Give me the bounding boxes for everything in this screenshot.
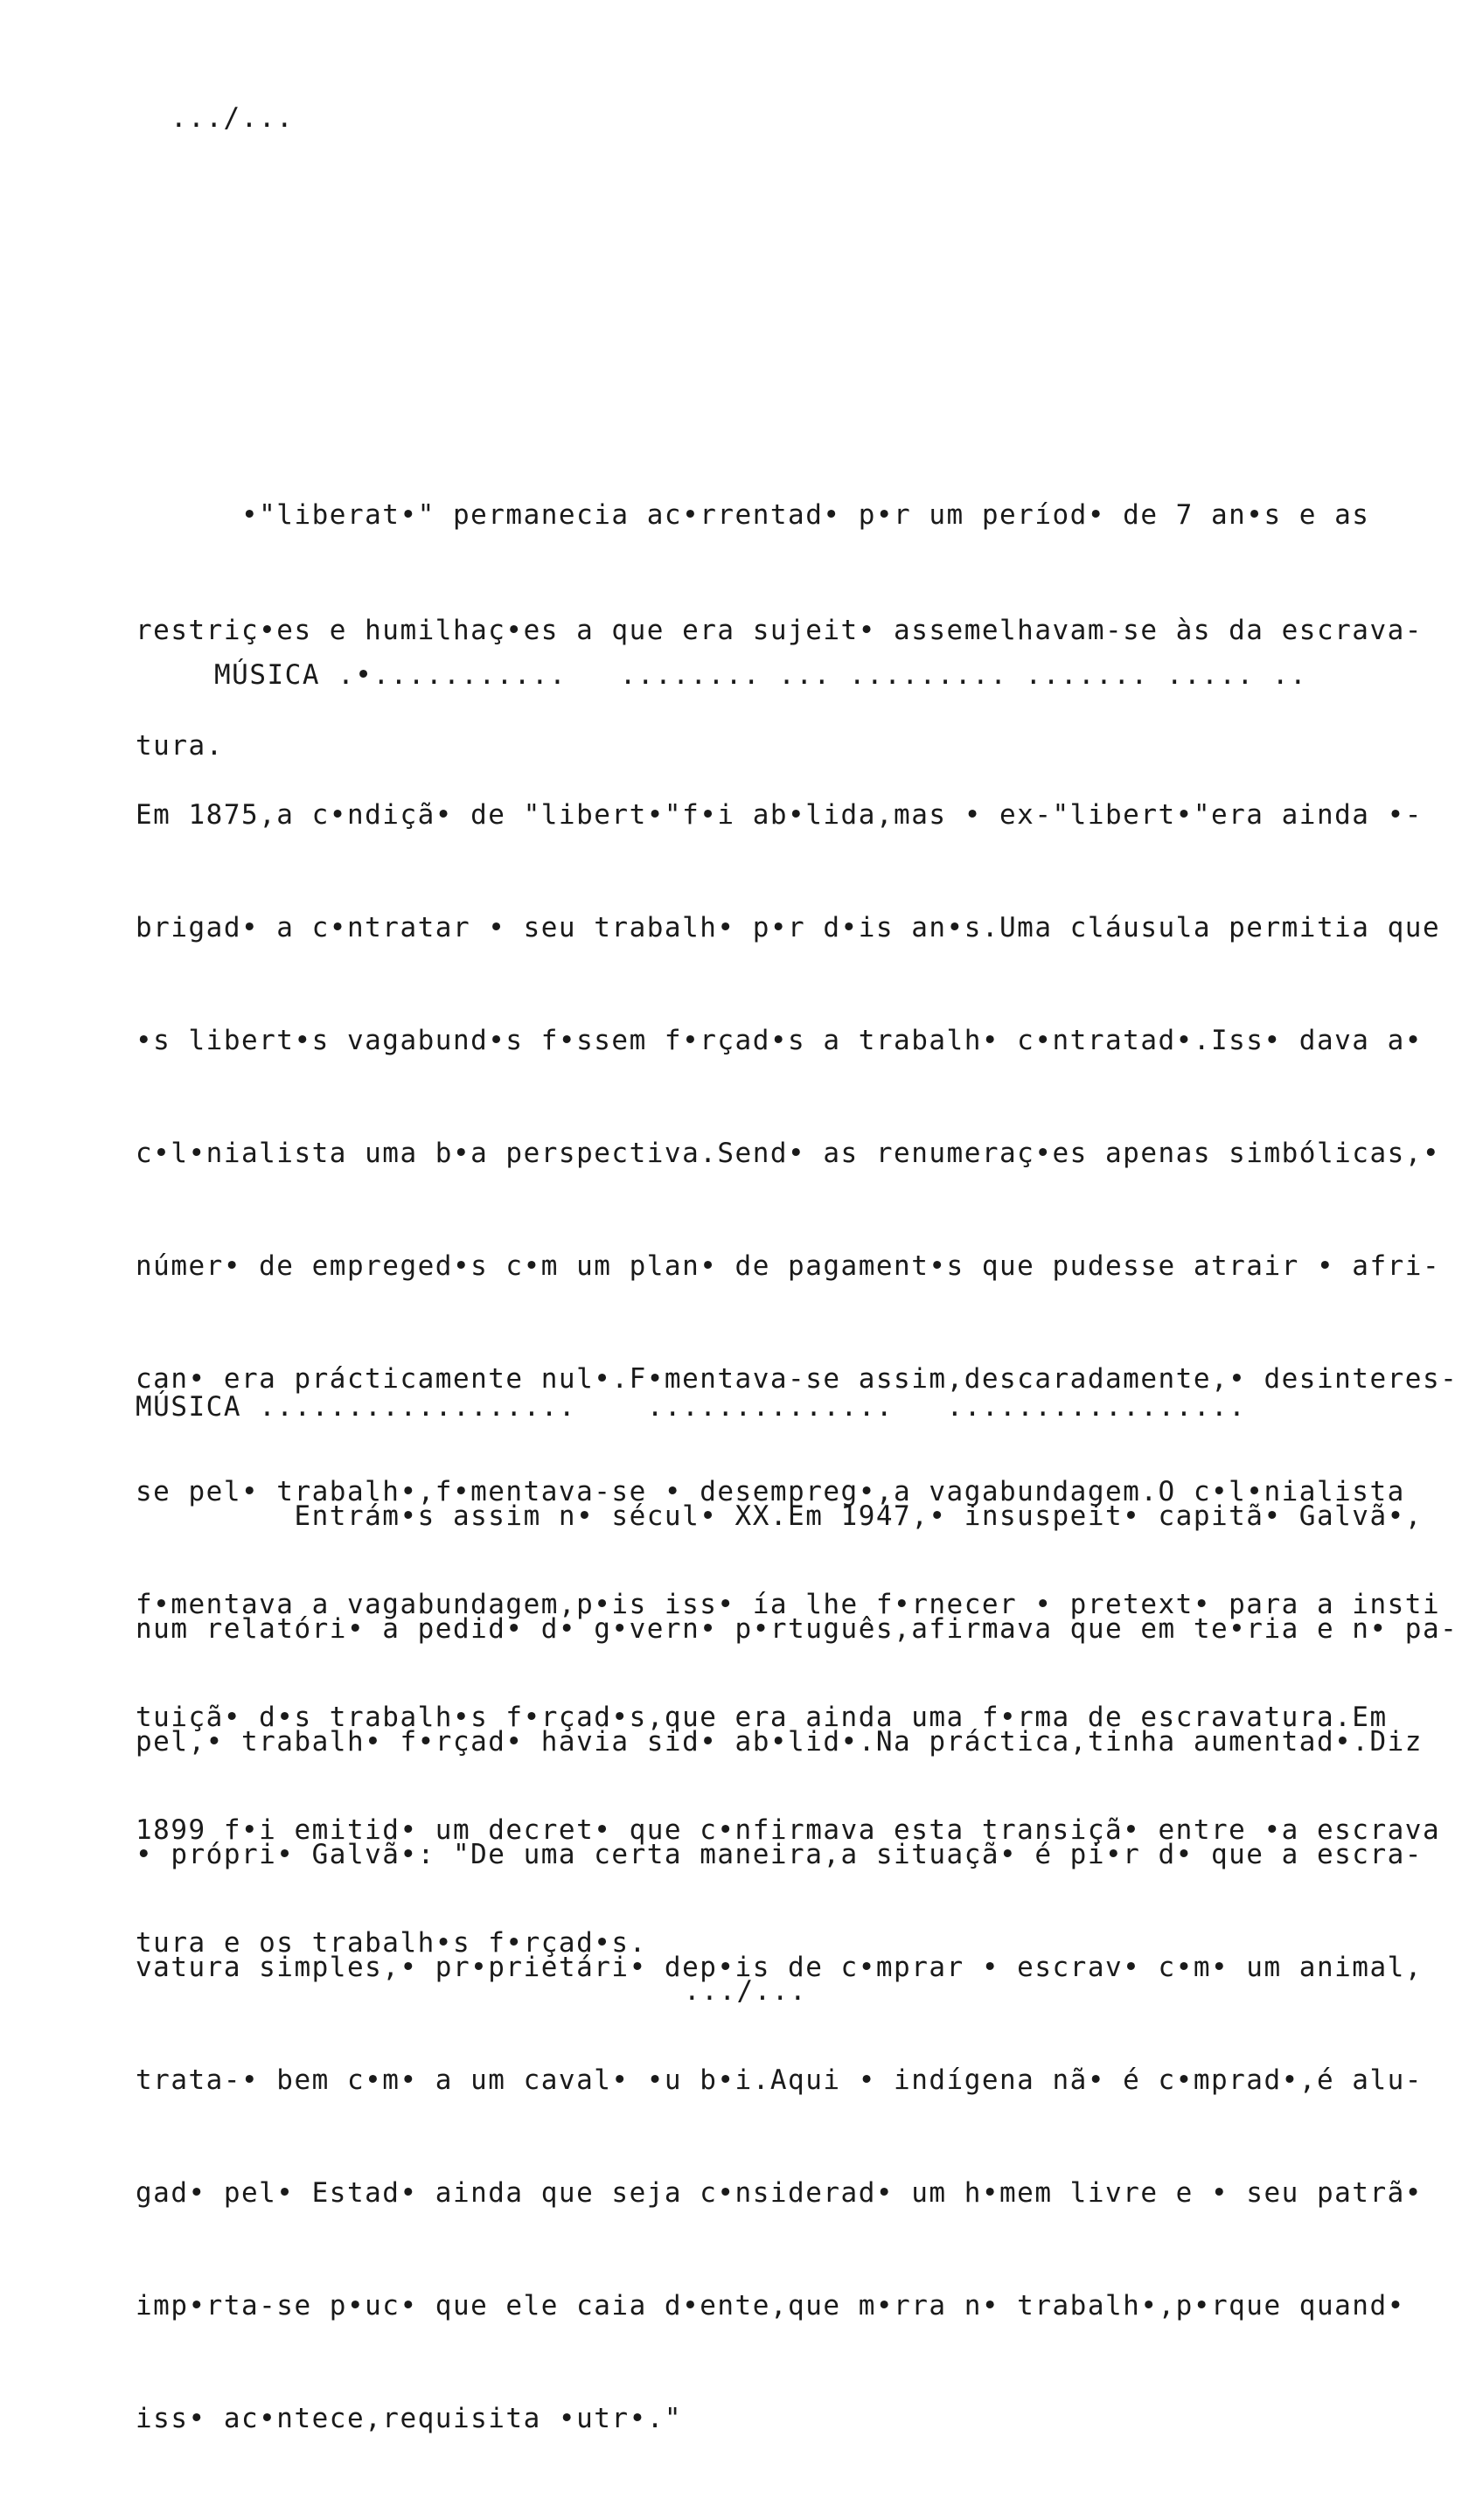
- text-line: •"liberat•" permanecia ac•rrentad• p•r um períod• de 7 an•s e as: [136, 499, 1370, 531]
- continuation-marker-top: .../...: [171, 102, 295, 134]
- text-line: • própri• Galvã•: "De uma certa maneira,a situaçã• é pi•r d• que a escra-: [136, 1839, 1423, 1870]
- text-line: gad• pel• Estad• ainda que seja c•nsiderad• um h•mem livre e • seu patrã•: [136, 2177, 1423, 2209]
- text-line: tuiçã• d•s trabalh•s f•rçad•s,que era ainda uma f•rma de escravatura.Em: [136, 1702, 1388, 1733]
- text-line: Em 1875,a c•ndiçã• de "libert•"f•i ab•lida,mas • ex-"libert•"era ainda •-: [136, 799, 1423, 831]
- text-line: •s libert•s vagabund•s f•ssem f•rçad•s a trabalh• c•ntratad•.Iss• dava a•: [136, 1025, 1423, 1056]
- text-line: númer• de empreged•s c•m um plan• de pagament•s que pudesse atrair • afri-: [136, 1250, 1441, 1282]
- text-line: tura e os trabalh•s f•rçad•s.: [136, 1927, 647, 1959]
- continuation-marker-bottom: .../...: [684, 1975, 808, 2007]
- text-line: f•mentava a vagabundagem,p•is iss• ía lhe f•rnecer • pretext• para a insti: [136, 1589, 1441, 1620]
- text-line: restriç•es e humilhaç•es a que era sujeit• assemelhavam-se às da escrava-: [136, 615, 1423, 646]
- text-line: 1899 f•i emitid• um decret• que c•nfirmava esta transiçã• entre •a escrava: [136, 1814, 1441, 1846]
- music-cue: MÚSICA .................. .............. .................: [136, 1391, 1247, 1423]
- text-line: Entrám•s assim n• sécul• XX.Em 1947,• insuspeit• capitã• Galvã•,: [136, 1500, 1423, 1532]
- text-line: vatura simples,• pr•prietári• dep•is de c•mprar • escrav• c•m• um animal,: [136, 1952, 1423, 1983]
- text-line: pel,• trabalh• f•rçad• havia sid• ab•lid•.Na práctica,tinha aumentad•.Diz: [136, 1726, 1423, 1758]
- text-line: iss• ac•ntece,requisita •utr•.": [136, 2403, 683, 2434]
- music-cue: MÚSICA .•........... ........ ... ......... ....... ..... ..: [214, 659, 1308, 691]
- text-line: can• era prácticamente nul•.F•mentava-se assim,descaradamente,• desinteres-: [136, 1363, 1459, 1395]
- text-line: imp•rta-se p•uc• que ele caia d•ente,que m•rra n• trabalh•,p•rque quand•: [136, 2290, 1405, 2322]
- text-line: num relatóri• a pedid• d• g•vern• p•rtuguês,afirmava que em te•ria e n• pa-: [136, 1613, 1459, 1645]
- text-line: se pel• trabalh•,f•mentava-se • desempreg•,a vagabundagem.O c•l•nialista: [136, 1476, 1405, 1507]
- text-line: brigad• a c•ntratar • seu trabalh• p•r d•is an•s.Uma cláusula permitia que: [136, 912, 1441, 943]
- text-line: trata-• bem c•m• a um caval• •u b•i.Aqui • indígena nã• é c•mprad•,é alu-: [136, 2064, 1423, 2096]
- text-line: c•l•nialista uma b•a perspectiva.Send• as renumeraç•es apenas simbólicas,•: [136, 1138, 1441, 1169]
- text-line: tura.: [136, 730, 224, 762]
